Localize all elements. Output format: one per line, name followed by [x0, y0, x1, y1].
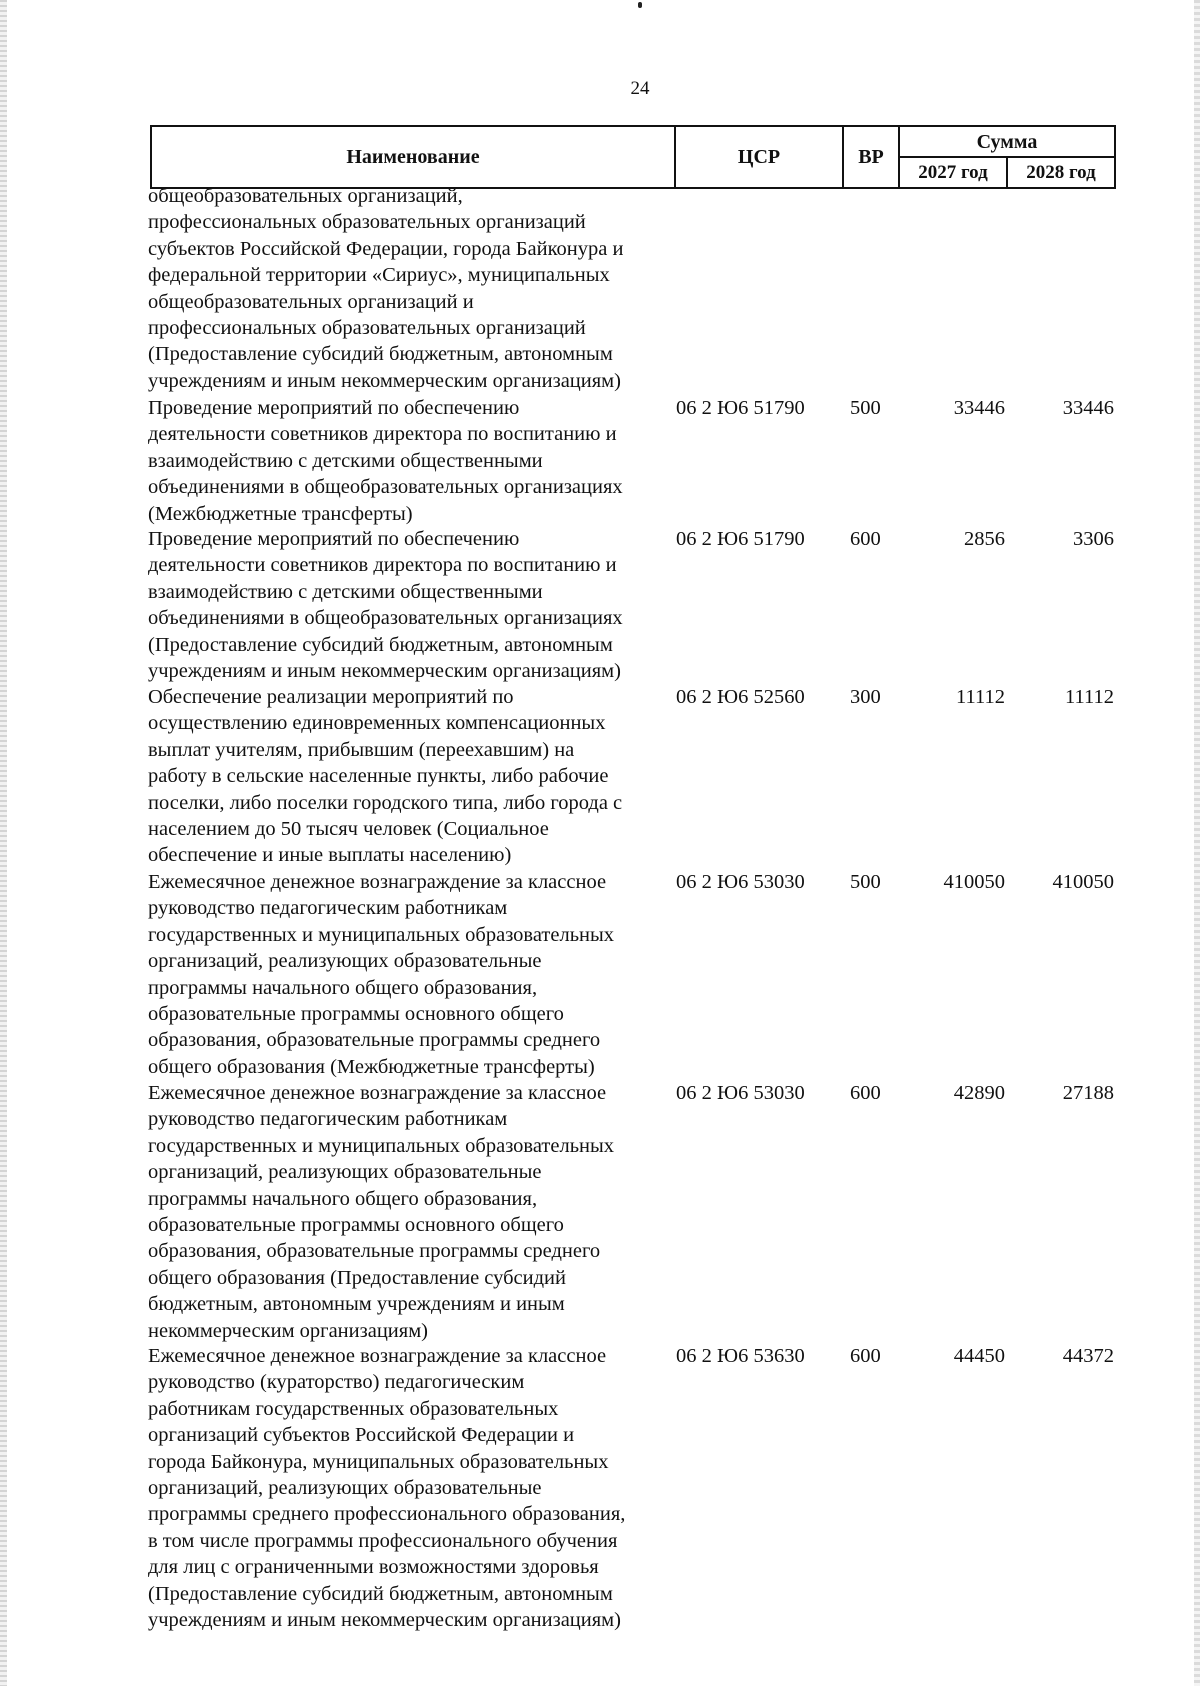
table-header: [150, 125, 1116, 189]
page-number: 24: [630, 78, 650, 99]
scan-edge-right: [1194, 0, 1200, 1686]
row-sum-2027: 44450: [953, 1345, 1005, 1367]
row-sum-2028: 11112: [1065, 686, 1114, 708]
row-sum-2028: 27188: [1062, 1082, 1114, 1104]
row-vr: 600: [850, 1345, 881, 1367]
row-sum-2027: 410050: [943, 871, 1005, 893]
row-csr: 06 2 Ю6 53630: [676, 1345, 805, 1367]
row-name: общеобразовательных организаций, профессиональных образовательных организаций субъектов Российской Федерации, города Байконура и федеральной территории «Сириус», муниципальных общеобразовательных организаций и профессиональных образовательных организаций (Предоставление субсидий бюджетным, автономным учреждениям и иным некоммерческим организациям): [148, 185, 624, 392]
row-name: Ежемесячное денежное вознаграждение за классное руководство (кураторство) педагогическим работникам государственных образовательных организаций субъектов Российской Федерации и города Байконура, муниципальных образовательных организаций, реализующих образовательные программы среднего профессионального образования, в том числе программы профессионального обучения для лиц с ограниченными возможностями здоровья (Предоставление субсидий бюджетным, автономным учреждениям и иным некоммерческим организациям): [148, 1345, 626, 1632]
header-name: Наименование: [151, 126, 675, 188]
row-sum-2027: 42890: [953, 1082, 1005, 1104]
row-vr: 600: [850, 528, 881, 550]
row-sum-2027: 2856: [964, 528, 1005, 550]
header-csr: ЦСР: [675, 126, 843, 188]
row-sum-2028: 33446: [1062, 397, 1114, 419]
row-sum-2028: 44372: [1062, 1345, 1114, 1367]
row-sum-2028: 3306: [1073, 528, 1114, 550]
row-vr: 500: [850, 397, 881, 419]
scan-edge-left: [0, 0, 7, 1686]
row-csr: 06 2 Ю6 52560: [676, 686, 805, 708]
row-vr: 500: [850, 871, 881, 893]
row-name: Ежемесячное денежное вознаграждение за классное руководство педагогическим работникам государственных и муниципальных образовательных организаций, реализующих образовательные программы начального общего образования, образовательные программы основного общего образования, образовательные программы среднего общего образования (Межбюджетные трансферты): [148, 871, 615, 1078]
row-name: Проведение мероприятий по обеспечению деятельности советников директора по воспитанию и взаимодействию с детскими общественными объединениями в общеобразовательных организациях (Межбюджетные трансферты): [148, 397, 623, 525]
row-name: Проведение мероприятий по обеспечению деятельности советников директора по воспитанию и взаимодействию с детскими общественными объединениями в общеобразовательных организациях (Предоставление субсидий бюджетным, автономным учреждениям и иным некоммерческим организациям): [148, 528, 623, 683]
header-year-2028: 2028 год: [1007, 157, 1115, 188]
row-csr: 06 2 Ю6 53030: [676, 871, 805, 893]
row-csr: 06 2 Ю6 51790: [676, 397, 805, 419]
header-vr: ВР: [843, 126, 899, 188]
row-sum-2027: 11112: [956, 686, 1005, 708]
row-csr: 06 2 Ю6 51790: [676, 528, 805, 550]
row-vr: 300: [850, 686, 881, 708]
row-sum-2028: 410050: [1052, 871, 1114, 893]
row-name: Ежемесячное денежное вознаграждение за классное руководство педагогическим работникам государственных и муниципальных образовательных организаций, реализующих образовательные программы начального общего образования, образовательные программы основного общего образования, образовательные программы среднего общего образования (Предоставление субсидий бюджетным, автономным учреждениям и иным некоммерческим организациям): [148, 1082, 615, 1342]
row-vr: 600: [850, 1082, 881, 1104]
row-name: Обеспечение реализации мероприятий по осуществлению единовременных компенсационных выплат учителям, прибывшим (переехавшим) на работу в сельские населенные пункты, либо рабочие поселки, либо поселки городского типа, либо города с населением до 50 тысяч человек (Социальное обеспечение и иные выплаты населению): [148, 686, 623, 867]
row-csr: 06 2 Ю6 53030: [676, 1082, 805, 1104]
header-sum: Сумма: [899, 126, 1115, 157]
scan-speck: [638, 2, 642, 8]
header-year-2027: 2027 год: [899, 157, 1007, 188]
row-sum-2027: 33446: [953, 397, 1005, 419]
